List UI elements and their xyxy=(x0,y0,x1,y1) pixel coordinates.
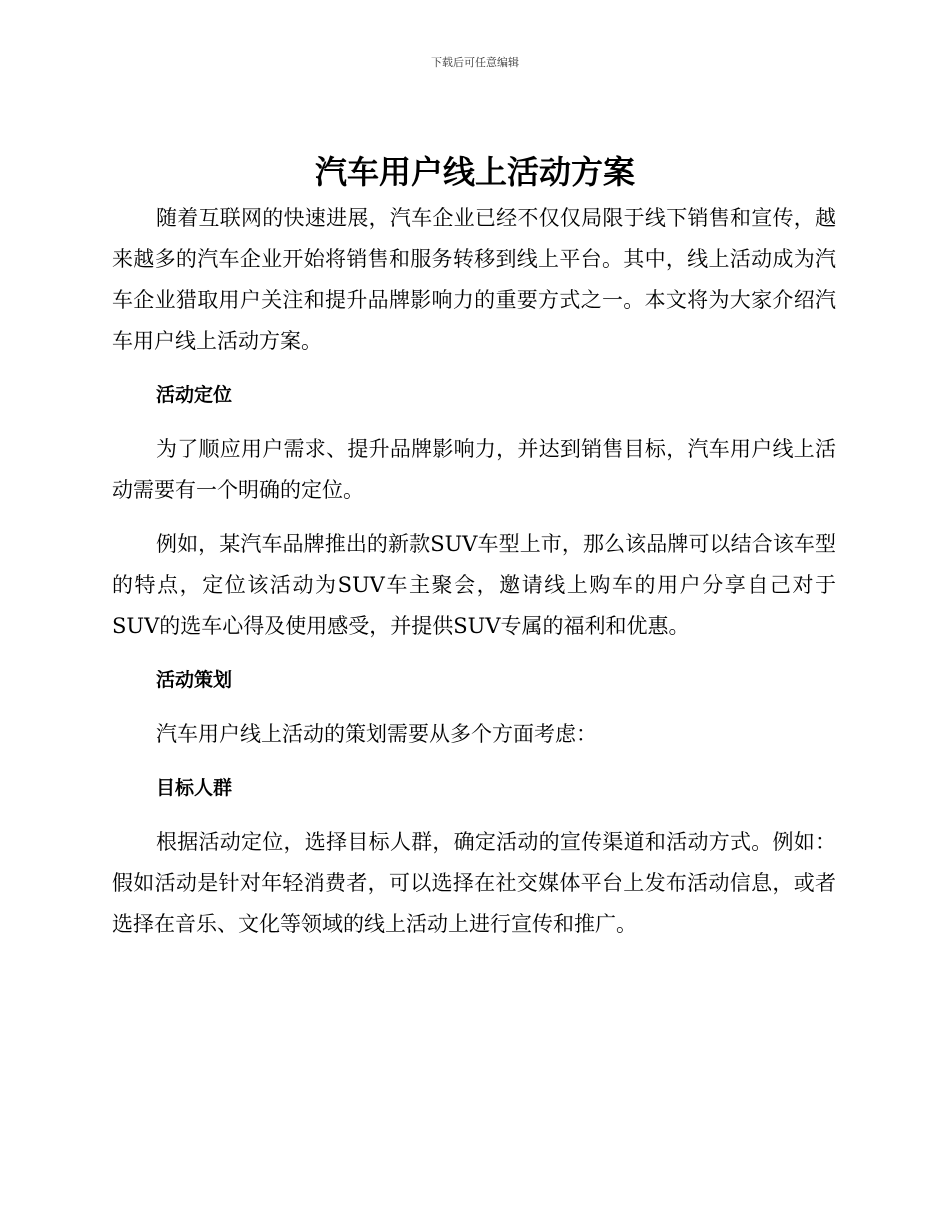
section-heading-target: 目标人群 xyxy=(156,777,233,799)
target-paragraph-1: 根据活动定位，选择目标人群，确定活动的宣传渠道和活动方式。例如：假如活动是针对年轻消费者，可以选择在社交媒体平台上发布活动信息，或者选择在音乐、文化等领域的线上活动上进行宣传和推广。 xyxy=(112,830,836,936)
section-heading-positioning: 活动定位 xyxy=(156,384,233,406)
planning-paragraph-1: 汽车用户线上活动的策划需要从多个方面考虑： xyxy=(156,722,597,746)
section-heading-planning: 活动策划 xyxy=(156,669,233,691)
document-body xyxy=(112,198,836,945)
intro-paragraph: 随着互联网的快速进展，汽车企业已经不仅仅局限于线下销售和宣传，越来越多的汽车企业开始将销售和服务转移到线上平台。其中，线上活动成为汽车企业猎取用户关注和提升品牌影响力的重要方式之一。本文将为大家介绍汽车用户线上活动方案。 xyxy=(112,206,836,353)
header-note: 下载后可任意编辑 xyxy=(431,56,519,69)
document-title: 汽车用户线上活动方案 xyxy=(314,153,635,191)
positioning-paragraph-2: 例如，某汽车品牌推出的新款SUV车型上市，那么该品牌可以结合该车型的特点，定位该活动为SUV车主聚会，邀请线上购车的用户分享自己对于SUV的选车心得及使用感受，并提供SUV专属的福利和优惠。 xyxy=(112,532,836,638)
positioning-paragraph-1: 为了顺应用户需求、提升品牌影响力，并达到销售目标，汽车用户线上活动需要有一个明确的定位。 xyxy=(112,437,836,502)
